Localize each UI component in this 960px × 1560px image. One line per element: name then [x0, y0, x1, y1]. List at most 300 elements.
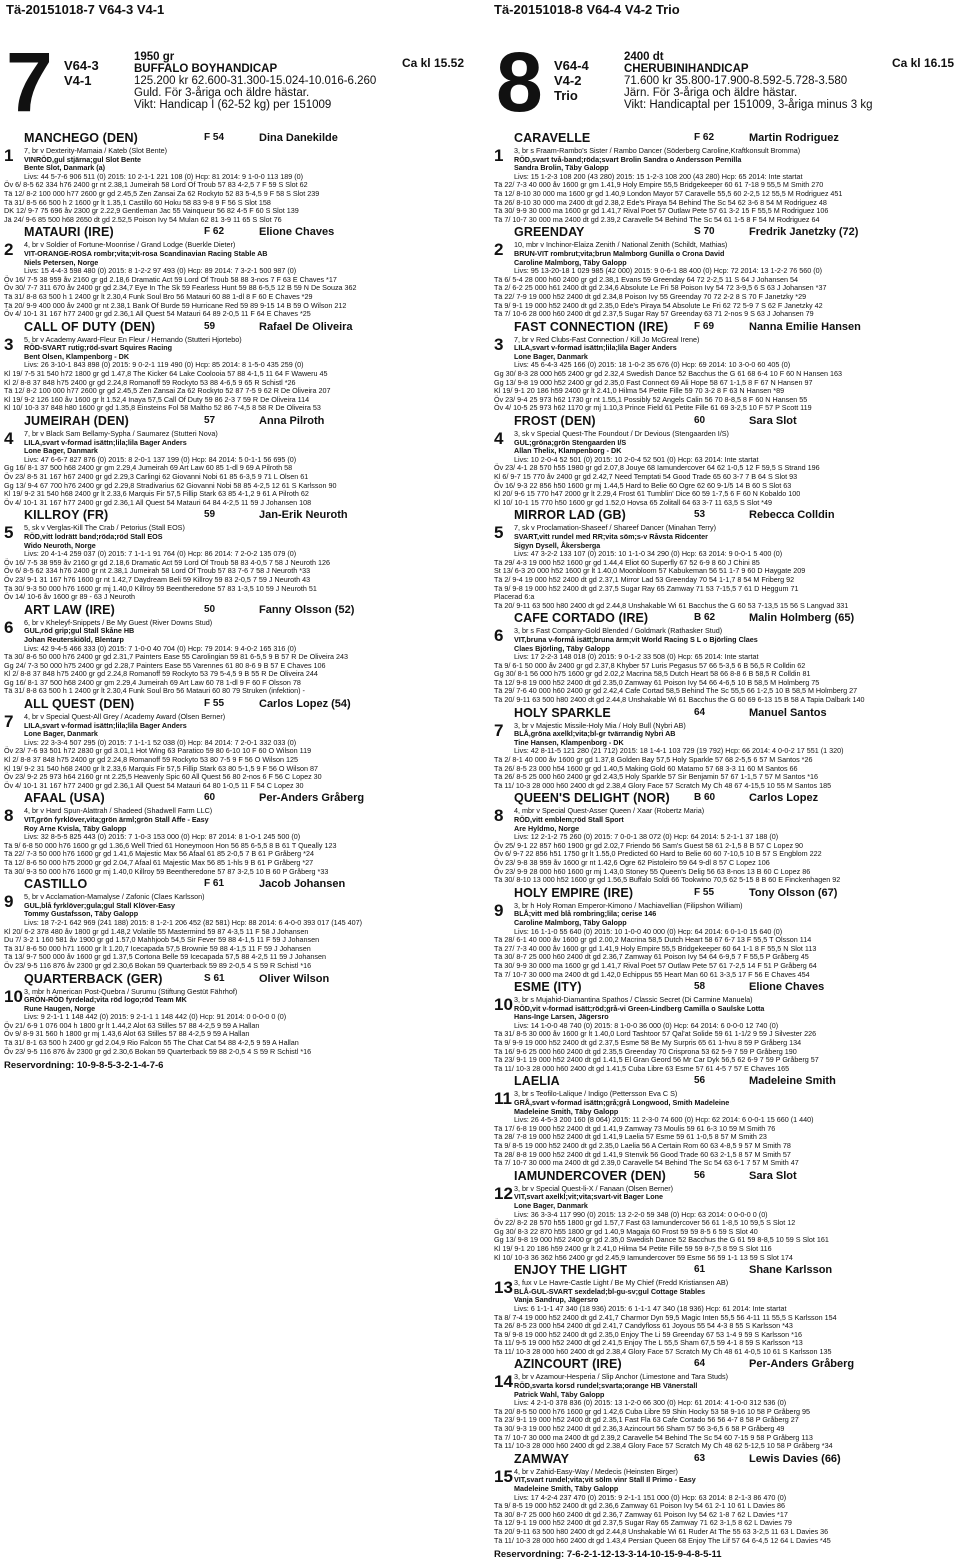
previous-start: Kl 10/ 10-1 15 770 h50 1600 gr gd 1.52,0 Hovsa 65 Zolitall 64 63 3-7 11 63,5 S Slot *49 [494, 497, 772, 507]
previous-start: Tä 7/ 10-7 30 000 ma 2400 dt gd 2.39,2 Caravelle 54 Behind The Sc 54 61 1-5 8 F 54 M Rodriguez 64 [494, 214, 820, 224]
horse-entry [494, 1168, 954, 1262]
previous-start: Gg 30/ 8-1 56 000 h75 1600 gr gd 2.02,2 Macrina 58,5 Dutch Heart 58 66 8-8 6 B 58,5 R Colldin 81 [494, 669, 811, 679]
previous-start: Tä 9/ 9-8 19 000 h52 2400 dt gd 2.37,5 Sugar Ray 65 Zamway 71 53 7-15,5 7 61 D Heggum 71 [494, 583, 799, 593]
previous-start: Öv 4/ 10-1 31 167 h77 2400 gr gd 2.36,1 All Quest 54 Matauri 64 84 4-2,5 11 59 J Johansen 108 [4, 497, 312, 507]
horse-name: QUARTERBACK (GER) [24, 971, 163, 986]
previous-start: Kl 19/ 9-1 20 186 h59 2400 gr lt 2.41,0 Hilma 54 Petite Fille 59 70 3-2 8 F 63 N Hansen *89 [494, 386, 785, 396]
pedigree: 3, br s Teofilo-Lalique / Indigo (Pettersson Eva C S) [514, 1089, 678, 1099]
start-number: 5 [494, 523, 504, 543]
owner-colors: LILA,svart v-formad isättn;lila;lila Bager Anders [24, 437, 187, 447]
previous-start: Tä 30/ 9-9 30 000 ma 1600 gr gd 1.41,7 Rival Poet 57 Outlaw Pete 57 61 7-2,5 14 F 51 P Gråberg 64 [494, 960, 817, 970]
pedigree: 4, br v Hard Spun-Alattrah / Shadeed (Shadwell Farm LLC) [24, 806, 213, 816]
previous-start: Tä 31/ 8-5 66 500 h 2 1600 gr lt 1.35,1 Castillo 60 Hoku 58 83 9-8 9 F 56 S Slot 158 [4, 197, 271, 207]
owner-colors: GUL;gröna;grön Stengaarden I/S [514, 437, 627, 447]
start-number: 10 [494, 995, 513, 1015]
previous-start: Tä 28/ 8-8 19 000 h52 2400 dt gd 1.41,9 Stenvik 56 Good Trade 60 63 2-1,5 8 57 M Smith 57 [494, 1149, 791, 1159]
horse-weight: S 70 [694, 226, 715, 238]
previous-start: Tä 12/ 9-1 19 000 h52 2400 dt gd 2.37,5 Sugar Ray 65 Zamway 71 62 3-1,5 8 62 L Davies 79 [494, 1518, 792, 1528]
jockey-name: Carlos Lopez (54) [259, 698, 351, 711]
previous-start: Tä 29/ 4-3 19 000 h52 1600 gr gd 1.44,4 Eliot 60 Superfly 67 52 6-9 8 60 J Chini 85 [494, 557, 760, 567]
horse-entry [494, 1263, 954, 1356]
previous-start: Öv 14/ 10-6 åv 1600 gr 89 - 63 J Neuroth [4, 592, 136, 602]
pedigree: 3, fux v Le Havre-Castle Light / Be My Chief (Fredd Kristiansen AB) [514, 1278, 729, 1288]
horse-weight: 60 [204, 792, 216, 804]
career-stats: Livs: 4 2-1-0 378 836 (0) 2015: 13 1-2-0 66 300 (0) Hcp: 61 2014: 4 1-0-0 312 536 (0) [514, 1398, 787, 1408]
previous-start: Tä 30/ 9-3 50 000 h76 1600 gr mj 1.40,0 Killroy 59 Beentheredone 57 83 1-3,5 10 59 J Neuroth 51 [4, 583, 317, 593]
previous-start: Tä 12/ 9-8 19 000 h52 2400 dt gd 2.35,0 Zamway 61 Poison Ivy 54 66 4-6,5 10 B 58,5 M Holmberg 75 [494, 677, 820, 687]
owner-colors: RÖD,svart två-band;röda;svart Brolin Sandra o Andersson Pernilla [514, 154, 742, 164]
horse-weight: 58 [694, 981, 706, 993]
previous-start: Gg 13/ 9-8 19 000 h52 2400 gr gd 2.35,0 Swedish Dance 52 Bacchus the G 61 59 8-8,5 10 59 S Slot 161 [494, 1235, 829, 1245]
previous-start: Öv 23/ 7-6 93 501 h72 2830 gr gd 3.01,1 Hot Wing 63 Paratico 59 80 6-10 10 F 60 O Wilson 119 [4, 746, 312, 756]
career-stats: Livs: 15 4-4-3 598 480 (0) 2015: 8 1-2-2 97 493 (0) Hcp: 89 2014: 7 3-2-1 500 987 (0) [24, 266, 297, 276]
horse-weight: 56 [694, 1169, 706, 1181]
previous-start: Tä 9/ 8-5 19 000 h52 2400 dt gd 2.36,6 Zamway 61 Poison Ivy 54 61 2-1 10 61 L Davies 86 [494, 1501, 786, 1511]
horse-title-row [4, 319, 464, 336]
previous-start: Öv 4/ 10-1 31 167 h77 2400 gr gd 2.36,1 All Quest 54 Matauri 64 80 1-0,5 11 F 54 C Lopez 30 [4, 780, 304, 790]
career-stats: Livs: 6 1-1-1 47 340 (18 936) 2015: 6 1-1-1 47 340 (18 936) Hcp: 61 2014: Inte startat [514, 1303, 787, 1313]
previous-start: Tä 9/ 9-1 19 000 h52 2400 dt gd 2.35,0 Ede's Piraya 54 Absolute Le Fri 62 72 5-9 7 S 62 F Janetzky 42 [494, 300, 823, 310]
previous-start: Tä 13/ 9-7 500 000 åv 1600 gr gd 1.37,5 Cortona Belle 59 Icecapada 57,5 88 4-2,5 11 59 J Johansen [4, 952, 326, 962]
previous-start: Öv 9/ 8-9 31 560 h 1800 gr mj 1.43,6 Alot 63 Stilles 57 88 4-2,5 9 59 A Hallan [4, 1029, 250, 1039]
pedigree: 5, br v Acclamation-Mamalyse / Zafonic (Claes Karlsson) [24, 892, 205, 902]
trainer: Johan Reuterskiöld, Blentarp [24, 634, 124, 644]
race-info-line: 1950 gr [134, 51, 175, 63]
owner-colors: VIT,bruna v-formå isätt;bruna ärm;vit World Racing S L o Björling Claes [514, 634, 758, 644]
start-number: 2 [4, 240, 14, 260]
owner-colors: VIT-ORANGE-ROSA rombr;vita;vit-rosa Scandinavian Racing Stable AB [24, 248, 268, 258]
race-info-line: CHERUBINIHANDICAP [624, 63, 749, 75]
previous-start: Tä 17/ 6-8 19 000 h52 2400 dt gd 1.41,9 Zamway 73 Moulis 59 61 6-3 10 59 M Smith 76 [494, 1123, 776, 1133]
horse-title-row [4, 131, 464, 147]
reserve-order: Reservordning: 10-9-8-5-3-2-1-4-7-6 [4, 1060, 164, 1072]
previous-start: Kl 2/ 8-8 37 848 h75 2400 gr gd 2.24,8 Romanoff 59 Rockyto 53 88 4-6,5 9 65 R Schistl *26 [4, 377, 296, 387]
previous-start: Gg 16/ 8-1 37 500 h68 2400 gr gm 2.29,4 Jumeirah 69 Art Law 60 85 1-dl 9 69 A Pilroth 58 [4, 463, 293, 473]
career-stats: Livs: 26 3-10-1 843 898 (0) 2015: 9 0-2-1 119 490 (0) Hcp: 85 2014: 8 1-5-0 435 259 (0) [24, 360, 304, 370]
trainer: Patrick Wahl, Täby Galopp [514, 1389, 605, 1399]
jockey-name: Elione Chaves [749, 981, 825, 994]
horse-entry [4, 225, 464, 319]
previous-start: Tä 30/ 9-9 30 000 ma 1600 gr gd 1.41,7 Rival Poet 57 Outlaw Pete 57 61 3-2 15 F 55,5 M Rodriguez 106 [494, 206, 829, 216]
horse-name: CARAVELLE [514, 131, 591, 145]
horse-title-row [4, 971, 464, 988]
horse-title-row [4, 225, 464, 241]
previous-start: Tä 20/ 9-11 63 500 h80 2400 dt gd 2.44,8 Unshakable Wi 61 Bacchus the G 60 53 7-13,5 15 56 S Langvad 331 [494, 600, 849, 610]
horse-name: QUEEN'S DELIGHT (NOR) [514, 791, 670, 806]
previous-start: Tä 23/ 9-1 19 000 h52 2400 dt gd 2.35,1 Fast Fla 63 Cafe Cortado 56 56 4-7 8 58 P Gråberg 27 [494, 1415, 799, 1425]
horse-name: ENJOY THE LIGHT [514, 1263, 628, 1278]
pedigree: 7, br v Black Sam Bellamy-Sypha / Saumarez (Stutteri Nova) [24, 429, 218, 439]
jockey-name: Jan-Erik Neuroth [259, 509, 348, 522]
horse-title-row [494, 885, 954, 902]
race-number: 7 [6, 35, 53, 129]
race-info-line: BUFFALO BOYHANDICAP [134, 63, 278, 75]
pedigree: 3, br h Holy Roman Emperor-Kimono / Machiavellian (Filipshon William) [514, 900, 743, 910]
horse-name: MATAURI (IRE) [24, 225, 114, 240]
previous-start: Du 7/ 3-2 1 160 581 åv 1900 gr gd 1.57,0 Mahhjoob 54,5 Sir Fever 59 88 4-1,5 11 F 59 J Johansen [4, 935, 320, 945]
previous-start: Öv 16/ 9-3 22 856 h50 1600 gr mj 1.44,5 Hard to Belie 60 Ogre 62 60 9-1/5 14 B 60 S Slot 63 [494, 480, 792, 490]
previous-start: Gg 30/ 8-3 22 870 h55 1800 gr gd 1.40,9 Magaja 60 Frost 59 59 8-5 6 59 S Slot 40 [494, 1226, 758, 1236]
previous-start: Kl 19/ 9-2 31 540 h68 2400 gr lt 2.33,6 Marquis Fir 57,5 Fillip Stark 63 80 5-1,5 9 F 56 O Wilson 87 [4, 763, 319, 773]
start-number: 7 [4, 712, 14, 732]
career-stats: Livs: 18 7-2-1 642 969 (241 188) 2015: 8 1-2-1 206 452 (82 581) Hcp: 88 2014: 6 4-0-0 393 017 (145 407) [24, 917, 363, 927]
owner-colors: GUL,blå fyrklöver;gula;gul Stall Klöver-Easy [24, 900, 175, 910]
start-number: 12 [494, 1183, 513, 1203]
start-number: 8 [494, 806, 504, 826]
jockey-name: Nanna Emilie Hansen [749, 320, 861, 333]
previous-start: Öv 6/ 9-7 22 856 h51 1750 gr lt 1.55,0 Predicted 60 Hard to Belie 60 60 7-10,5 10 B 57 S Engblom 222 [494, 849, 822, 859]
previous-start: Tä 28/ 7-8 19 000 h52 2400 dt gd 1.41,9 Laelia 57 Esme 59 61 1-0,5 8 57 M Smith 23 [494, 1132, 767, 1142]
previous-start: Tä 30/ 8-7 25 000 h60 2400 dt gd 2.36,7 Zamway 61 Poison Ivy 54 62 1-8 7 62 L Davies *17 [494, 1509, 788, 1519]
horse-name: IAMUNDERCOVER (DEN) [514, 1168, 666, 1183]
previous-start: Tä 2/ 8-1 40 000 åv 1600 gr gd 1.37,8 Golden Bay 57,5 Holy Sparkle 57 68 2-5,5 6 57 M Santos *26 [494, 755, 813, 765]
trainer: Tine Hansen, Klampenborg - DK [514, 737, 624, 747]
owner-colors: GRÖN-RÖD fyrdelad;vita röd logo;röd Team MK [24, 995, 187, 1005]
previous-start: Tä 20/ 8-5 50 000 h76 1600 gr gd 1.42,6 Cuba Libre 59 Shin Hocky 53 58 9-16 10 58 P Gråberg 95 [494, 1406, 810, 1416]
horse-entry [4, 319, 464, 413]
start-number: 2 [494, 240, 504, 260]
career-stats: Livs: 36 3-3-4 117 990 (0) 2015: 13 2-2-0 59 348 (0) Hcp: 63 2014: 0 0-0-0 0 (0) [514, 1209, 768, 1219]
jockey-name: Martin Rodriguez [749, 132, 839, 144]
horse-weight: F 62 [694, 132, 715, 143]
race-column-left [4, 34, 464, 1454]
trainer: Rune Haugen, Norge [24, 1003, 96, 1013]
horse-title-row [494, 1168, 954, 1185]
career-stats: Livs: 45 6-4-3 425 166 (0) 2015: 18 1-0-2 35 676 (0) Hcp: 69 2014: 10 3-0-0 60 405 (0) [514, 360, 791, 370]
horse-name: AFAAL (USA) [24, 791, 105, 806]
horse-entry [4, 508, 464, 602]
previous-start: Kl 19/ 9-2 126 160 åv 1600 gr lt 1.52,4 Inaya 57,5 Call Of Duty 59 86 2-3 7 59 R De Oliveira 114 [4, 394, 310, 404]
previous-start: Tä 9/ 8-5 19 000 h52 2400 dt gd 2.35,0 Laelia 56 A Certain Rom 60 63 4-8,5 9 57 M Smith 78 [494, 1141, 791, 1150]
previous-start: Öv 16/ 7-5 38 959 åv 2160 gr gd 2.18,6 Dramatic Act 59 Lord Of Troub 58 88 3-nos 7 F 63 E Chaves *17 [4, 274, 337, 284]
race-game-types [554, 58, 589, 103]
owner-colors: GRÅ,svart v-formad isättn;grå;grå Longwood, Smith Madeleine [514, 1098, 730, 1108]
career-stats: Livs: 47 6-6-7 827 876 (0) 2015: 8 2-0-1 137 199 (0) Hcp: 84 2014: 5 0-1-1 56 695 (0) [24, 454, 297, 464]
previous-start: Tä 22/ 7-3 50 000 h76 1600 gr gd 1.41,6 Majestic Max 56 Afaal 61 85 2-0,5 7 B 61 P Gråberg *24 [4, 849, 314, 859]
horse-name: ESME (ITY) [514, 980, 582, 995]
career-stats: Livs: 44 5-7-6 906 511 (0) 2015: 10 2-1-1 221 108 (0) Hcp: 81 2014: 9 1-0-0 113 189 (0) [24, 171, 304, 181]
previous-start: Tä 11/ 10-3 28 000 h60 2400 dt gd 1.41,5 Cuba Libre 63 Esme 57 61 4-5 7 57 E Chaves 165 [494, 1063, 790, 1073]
pedigree: 3, mbr h American Post-Quebra / Surumu (Stiftung Gestüt Fährhof) [24, 986, 238, 996]
horse-weight: B 62 [694, 612, 716, 624]
previous-start: Kl 19/ 7-5 31 540 h72 1800 gr gd 1.47,8 The Kicker 64 Lake Coolooia 57 88 4-1,5 11 64 F Waweru 45 [4, 369, 328, 379]
horse-weight: 59 [204, 509, 216, 521]
horse-weight: 63 [694, 1452, 706, 1464]
jockey-name: Per-Anders Gråberg [259, 792, 365, 805]
race-header [494, 34, 954, 134]
previous-start: Kl 2/ 8-8 37 848 h75 2400 gr gd 2.24,8 Romanoff 59 Rockyto 53 80 7-5 9 F 56 O Wilson 125 [4, 755, 298, 765]
previous-start: Gg 30/ 8-3 28 000 h65 2400 gr gd 2.32,4 Swedish Dance 52 Bacchus the G 61 68 6-4 10 F 60 N Hansen 163 [494, 369, 843, 379]
pedigree: 7, br v Dexterity-Mamaia / Kateb (Slot Bente) [24, 146, 168, 155]
horse-weight: 56 [694, 1075, 706, 1087]
owner-colors: BLÅ;vitt med blå rombring;lila; cerise 146 [514, 909, 657, 919]
horse-entry [494, 1074, 954, 1168]
career-stats: Livs: 42 8-11-5 121 280 (21 712) 2015: 18 1-4-1 103 729 (19 792) Hcp: 66 2014: 4 0-0-2 17 551 (1 320) [514, 746, 844, 756]
horse-title-row [494, 225, 954, 241]
previous-start: Tä 26/ 8-10 30 000 ma 2400 dt gd 2.38,2 Ede's Piraya 54 Behind The Sc 54 62 3-6 8 54 M Rodriguez 48 [494, 197, 827, 207]
horse-name: LAELIA [514, 1074, 560, 1089]
race-info-line: Vikt: Handicaptal per 151009, 3-åriga minus 3 kg [624, 99, 873, 111]
previous-start: DK 12/ 9-7 75 696 åv 2300 gr 2.22,9 Gentleman Jac 55 Vainqueur 56 82 4-5 F 60 S Slot 139 [4, 206, 299, 216]
previous-start: Gg 16/ 8-1 37 500 h68 2400 gr gm 2.29,4 Jumeirah 69 Art Law 60 78 1-dl 9 F 60 F Olsson 78 [4, 677, 301, 687]
horse-entry [494, 414, 954, 507]
start-number: 10 [4, 986, 23, 1006]
start-number: 7 [494, 720, 504, 740]
horse-name: CASTILLO [24, 877, 88, 892]
previous-start: Tä 9/ 9-8 19 000 h52 2400 dt gd 2.35,0 Enjoy The Li 59 Greenday 67 53 1-4 9 59 S Karlsson *16 [494, 1329, 802, 1339]
horse-title-row [494, 1263, 954, 1279]
pedigree: 7, br v Red Clubs-Fast Connection / Kill Jo McGreal Irene) [514, 334, 700, 344]
horse-name: CAFE CORTADO (IRE) [514, 611, 649, 626]
horse-entry [494, 611, 954, 705]
owner-colors: VIT,svart axelkl;vit;vita;svart-vit Bager Lone [514, 1192, 663, 1202]
trainer: Lone Bager, Danmark [24, 446, 98, 456]
previous-start: Tä 7/ 10-7 30 000 ma 2400 dt gd 2.39,2 Caravelle 54 Behind The Sc 54 60 7-15 9 58 P Gråberg 113 [494, 1432, 813, 1442]
horse-name: GREENDAY [514, 225, 585, 240]
page-header-left: Tä-20151018-7 V64-3 V4-1 [6, 2, 165, 17]
previous-start: Öv 16/ 7-5 38 959 åv 2160 gr gd 2.18,6 Dramatic Act 59 Lord Of Troub 58 83 4-0,5 7 58 J Neuroth 126 [4, 557, 331, 567]
previous-start: Tä 20/ 9-11 63 500 h80 2400 dt gd 2.44,8 Unshakable Wi 61 Ruder At The 55 63 3-2,5 11 63 L Davies 36 [494, 1526, 829, 1536]
start-number: 9 [4, 892, 14, 912]
start-number: 4 [494, 429, 504, 449]
start-number: 3 [494, 334, 504, 354]
previous-start: Tä 29/ 7-6 40 000 h60 2400 gr gd 2.42,4 Cafe Cortad 58,5 Behind The Sc 55,5 66 1-2,5 10 B 58,5 M Holmberg 27 [494, 686, 858, 696]
race-info-line: Vikt: Handicap I (62-52 kg) per 151009 [134, 99, 332, 111]
race-column-right [494, 34, 954, 1560]
owner-colors: BLÅ,gröna axelkl;vita;bl-gr tvärrandig Nybri AB [514, 729, 676, 739]
horse-title-row [494, 319, 954, 336]
trainer: Sandra Brolin, Täby Galopp [514, 163, 609, 173]
previous-start: Öv 21/ 6-9 1 076 004 h 1800 gr lt 1.44,2 Alot 63 Stilles 57 88 4-2,5 9 59 A Hallan [4, 1020, 260, 1030]
horse-title-row [494, 1074, 954, 1090]
horse-name: KILLROY (FR) [24, 508, 109, 523]
jockey-name: Madeleine Smith [749, 1075, 836, 1088]
jockey-name: Oliver Wilson [259, 972, 330, 985]
jockey-name: Rebecca Colldin [749, 509, 835, 522]
horse-name: ZAMWAY [514, 1451, 570, 1466]
horse-entry [4, 414, 464, 507]
pedigree: 4, br v Special Quest-All Grey / Academy Award (Olsen Berner) [24, 712, 226, 722]
start-number: 6 [494, 626, 504, 646]
previous-start: Tä 31/ 8-8 63 500 h 1 2400 gr lt 2.30,4 Funk Soul Bro 56 Matauri 60 80 79 Struken (infektion) - [4, 686, 305, 696]
previous-start: Gg 13/ 9-4 67 700 h76 2400 gr gd 2.29,8 Stradivarius 62 Giovanni Nobi 58 85 4-2,5 12 61 S Karlsson 90 [4, 480, 337, 490]
horse-entry [494, 319, 954, 413]
horse-entry [4, 697, 464, 790]
previous-start: Öv 4/ 10-5 25 973 h62 1170 gr mj 1.10,3 Prince Field 61 Petite Fille 61 69 3-2,5 10 F 57 P Scott 119 [494, 403, 812, 413]
previous-start: Kl 19/ 9-2 31 540 h68 2400 gr lt 2.33,6 Marquis Fir 57,5 Fillip Stark 63 85 4-1,2 9 61 A Pilroth 62 [4, 489, 309, 499]
jockey-name: Tony Olsson (67) [749, 886, 838, 899]
horse-name: MIRROR LAD (GB) [514, 508, 626, 523]
horse-entry [494, 225, 954, 319]
previous-start: Tä 31/ 8-8 63 500 h 1 2400 gr lt 2.30,4 Funk Soul Bro 56 Matauri 60 88 1-dl 8 F 60 E Chaves *29 [4, 291, 313, 301]
horse-title-row [494, 131, 954, 147]
previous-start: Tä 30/ 9-3 19 000 h52 2400 dt gd 2.36,3 Azincourt 56 Sham 57 56 3-6,5 6 58 P Gråberg 49 [494, 1424, 785, 1434]
race-game-types [64, 58, 99, 88]
previous-start: Öv 23/ 9-5 116 876 åv 2300 gr gd 2.30,6 Bokan 59 Quarterback 59 88 2-0,5 4 S 59 R Schistl *16 [4, 1046, 312, 1056]
horse-title-row [494, 980, 954, 996]
previous-start: Öv 30/ 7-7 311 670 åv 2400 gr gd 2.34,7 Eye In The Sk 59 Fearless Hunt 59 88 6-5,5 12 B 59 N De Souza 362 [4, 283, 357, 293]
horse-weight: 60 [694, 415, 706, 427]
career-stats: Livs: 9 2-1-1 1 148 442 (0) 2015: 9 2-1-1 1 148 442 (0) Hcp: 91 2014: 0 0-0-0 0 (0) [24, 1012, 287, 1022]
start-number: 3 [4, 334, 14, 354]
career-stats: Livs: 14 1-0-0 48 740 (0) 2015: 8 1-0-0 36 000 (0) Hcp: 64 2014: 6 0-0-0 12 740 (0) [514, 1020, 779, 1030]
previous-start: Öv 23/ 8-5 31 167 h67 2400 gr gd 2.29,3 Carlingi 62 Giovanni Nobi 61 85 6-3,5 9 71 L Olsen 61 [4, 472, 309, 481]
previous-start: Tä 9/ 9-9 19 000 h52 2400 dt gd 2.37,5 Esme 58 Be My Surpris 65 61 1-hvu 8 59 P Gråberg 134 [494, 1038, 802, 1048]
previous-start: Tä 9/ 6-8 50 000 h76 1600 gr gd 1.36,6 Well Tried 61 Honeymoon Hon 56 85 6-5,5 8 B 61 T Queally 123 [4, 840, 337, 850]
previous-start: Tä 11/ 10-3 28 000 h60 2400 dt gd 1.43,4 Persian Queen 68 Enjoy The Lif 57 64 6-4,5 12 64 L Davies *45 [494, 1535, 831, 1545]
start-number: 5 [4, 523, 14, 543]
jockey-name: Malin Holmberg (65) [749, 612, 855, 625]
pedigree: 3, br s Mujahid-Diamantina Spathos / Classic Secret (Di Carmine Manuela) [514, 995, 753, 1005]
game-type: V64-4 [554, 58, 589, 73]
previous-start: Tä 31/ 8-6 50 000 h71 1600 gr lt 1.20,7 Icecapada 57,5 Brownie 59 88 4-1,5 11 F 59 J Johansen [4, 943, 311, 953]
owner-colors: RÖD,vitt emblem;röd Stall Sport [514, 815, 624, 824]
owner-colors: GUL,röd grip;gul Stall Skåne HB [24, 626, 135, 636]
jockey-name: Lewis Davies (66) [749, 1452, 841, 1465]
horse-title-row [494, 791, 954, 807]
horse-name: JUMEIRAH (DEN) [24, 414, 129, 429]
horse-entry [4, 877, 464, 970]
horse-entry [4, 602, 464, 696]
jockey-name: Per-Anders Gråberg [749, 1358, 855, 1371]
start-number: 11 [494, 1089, 512, 1109]
previous-start: Tä 16/ 9-6 25 000 h60 2400 dt gd 2.35,5 Greenday 70 Crisprona 53 62 5-9 7 59 P Gråberg 190 [494, 1046, 797, 1056]
horse-entry [494, 131, 954, 224]
trainer: Hans-Inge Larsen, Jägersro [514, 1012, 609, 1022]
jockey-name: Manuel Santos [749, 706, 827, 719]
horse-weight: 50 [204, 603, 216, 615]
previous-start: Tä 9/ 6-1 50 000 åv 2400 gr gd 2.37,8 Khyber 57 Luris Pegasus 57 66 5-3,5 6 B 56,5 R Colldin 62 [494, 660, 806, 670]
jockey-name: Shane Karlsson [749, 1264, 833, 1277]
previous-start: Tä 12/ 8-2 100 000 h77 2600 gr gd 2.45,5 Zen Zansai Za 62 Rockyto 52 87 7-5 9 62 R De Oliveira 207 [4, 386, 331, 396]
pedigree: 3, br s Fraam-Rambo's Sister / Rambo Dancer (Söderberg Caroline,Kraftkonsult Bromma) [514, 146, 801, 155]
horse-entry [4, 131, 464, 224]
horse-title-row [494, 414, 954, 430]
previous-start: Tä 7/ 10-6 28 000 h60 2400 dt gd 2.37,5 Sugar Ray 57 Greenday 63 71 2-nos 9 S 63 J Johansen 79 [494, 309, 814, 319]
jockey-name: Fredrik Janetzky (72) [749, 226, 859, 239]
horse-title-row [4, 508, 464, 524]
race-info [134, 51, 376, 111]
trainer: Madeleine Smith, Täby Galopp [514, 1484, 619, 1493]
trainer: Tommy Gustafsson, Täby Galopp [24, 909, 139, 919]
pedigree: 4, mbr v Special Quest-Asser Queen / Xaar (Robertz Maria) [514, 806, 705, 816]
start-number: 14 [494, 1372, 513, 1392]
horse-title-row [4, 602, 464, 619]
trainer: Allan Thelix, Klampenborg - DK [514, 446, 622, 456]
page-header-right: Tä-20151018-8 V64-4 V4-2 Trio [494, 2, 680, 17]
owner-colors: BRUN-VIT rombrut;vita;brun Malmborg Gunilla o Crona David [514, 248, 725, 258]
previous-start: Öv 23/ 9-4 25 973 h62 1730 gr nt 1.55,1 Possibly 52 Angels Calin 56 70 8-8,5 8 F 60 N Hansen 55 [494, 394, 808, 404]
previous-start: Tä 12/ 8-2 100 000 h77 2600 gr gd 2.45,5 Zen Zansai Za 62 Rockyto 52 83 5-4,5 9 F 58 S Slot 239 [4, 188, 320, 198]
previous-start: Tä 6/ 5-4 28 000 h60 2400 gr gd 2.38,1 Evans 59 Greenday 64 72 2-2,5 11 S 64 J Johansen 54 [494, 274, 798, 284]
horse-title-row [4, 877, 464, 893]
horse-title-row [4, 791, 464, 807]
career-stats: Livs: 20 4-1-4 259 037 (0) 2015: 7 1-1-1 91 764 (0) Hcp: 86 2014: 7 2-0-2 135 079 (0) [24, 549, 297, 559]
pedigree: 4, br v Soldier of Fortune-Moonrise / Grand Lodge (Buerkle Dieter) [24, 240, 236, 250]
owner-colors: VINRÖD,gul stjärna;gul Slot Bente [24, 154, 142, 164]
horse-name: HOLY EMPIRE (IRE) [514, 885, 634, 900]
pedigree: 5, sk v Verglas-Kill The Crab / Petorius (Stall EOS) [24, 523, 185, 533]
horse-weight: 64 [694, 706, 706, 718]
previous-start: Kl 2/ 8-8 37 848 h75 2400 gr gd 2.24,8 Romanoff 59 Rockyto 53 79 5-4,5 9 B 55 R De Oliveira 244 [4, 669, 318, 679]
previous-start: Tä 30/ 9-3 50 000 h76 1600 gr mj 1.40,0 Killroy 59 Beentheredone 57 87 3-2,5 10 B 60 P Gråberg *33 [4, 866, 329, 876]
horse-name: ALL QUEST (DEN) [24, 697, 135, 712]
horse-entry [494, 791, 954, 885]
horse-weight: F 55 [694, 886, 715, 898]
pedigree: 6, br v Kheleyf-Snippets / Be My Guest (River Downs Stud) [24, 617, 213, 627]
horse-weight: B 60 [694, 792, 716, 804]
owner-colors: SVART,vitt rundel med RR;vita söm;s-v Råvsta Ridcenter [514, 531, 708, 541]
owner-colors: VIT,grön fyrklöver,vita;grön ärml;grön Stall Affe - Easy [24, 815, 209, 824]
previous-start: Öv 23/ 9-8 38 959 åv 1600 gr nt 1.42,6 Ogre 62 Pistoleiro 59 64 9-dl 8 57 C Lopez 106 [494, 857, 770, 867]
career-stats: Livs: 22 3-3-4 507 295 (0) 2015: 7 1-1-1 52 038 (0) Hcp: 84 2014: 7 2-0-1 332 033 (0) [24, 737, 297, 747]
previous-start: Tä 11/ 9-5 19 000 h52 2400 dt gd 2.41,5 Enjoy The L 55,5 Sham 67,5 59 4-1 8 59 S Karlsson *13 [494, 1338, 803, 1348]
race-start-time: Ca kl 15.52 [401, 56, 464, 70]
previous-start: Placerad 6:a [494, 592, 535, 602]
horse-name: HOLY SPARKLE [514, 705, 611, 720]
previous-start: Tä 22/ 7-3 40 000 åv 1600 gr gm 1.41,9 Holy Empire 55,5 Bridgekeeper 60 61 7-18 9 55,5 M Smith 270 [494, 180, 824, 190]
horse-entry [494, 508, 954, 610]
previous-start: Tä 20/ 9-11 63 500 h80 2400 dt gd 2.44,8 Unshakable Wi 61 Bacchus the G 60 69 6-13 15 B 58 A Tapia Dalbark 140 [494, 695, 865, 705]
career-stats: Livs: 10 2-0-4 52 501 (0) 2015: 10 2-0-4 52 501 (0) Hcp: 63 2014: Inte startat [514, 454, 759, 464]
race-start-time: Ca kl 16.15 [891, 56, 954, 70]
career-stats: Livs: 15 1-2-3 108 200 (43 280) 2015: 15 1-2-3 108 200 (43 280) Hcp: 65 2014: Inte startat [514, 171, 803, 181]
race-info-line: 125.200 kr 62.600-31.300-15.024-10.016-6.260 [134, 75, 377, 87]
previous-start: Tä 26/ 8-5 23 000 h54 2400 dt gd 2.41,7 Candyfloss 61 Joyous 55 54 4-3 8 55 S Karlsson *43 [494, 1321, 793, 1331]
previous-start: Tä 2/ 9-4 19 000 h52 2400 dt gd 2.37,1 Mirror Lad 53 Greenday 70 54 1-1,7 8 54 M Friberg 92 [494, 574, 795, 584]
reserve-order: Reservordning: 7-6-2-1-12-13-3-14-10-15-9-4-8-5-11 [494, 1549, 722, 1560]
previous-start: Kl 6/ 9-7 15 770 åv 2400 gr gd 2.42,7 Need Temptati 54 Good Trade 65 60 3-7 7 B 64 S Slot 93 [494, 472, 798, 481]
previous-start: Tä 26/ 8-5 23 000 h54 1600 gr gd 1.40,5 Making Gold 60 Matamo 57 68 3-3 11 60 M Santos 66 [494, 763, 798, 773]
trainer: Vanja Sandrup, Jägersro [514, 1295, 599, 1305]
horse-entry [494, 1451, 954, 1545]
previous-start: Kl 19/ 9-1 20 186 h59 2400 gr lt 2.41,0 Hilma 54 Petite Fille 59 59 8-7,5 8 59 S Slot 116 [494, 1243, 772, 1253]
pedigree: 3, br v Special Quest-li-X / Fanaan (Olsen Berner) [514, 1183, 673, 1193]
owner-colors: RÖD-SVART rutig;röd-svart Squires Racing [24, 343, 173, 353]
previous-start: Tä 23/ 9-1 19 000 h52 2400 dt gd 1.41,5 El Gran Geord 56 Mr Car Dyk 56,5 62 6-9 7 59 P Gråberg 57 [494, 1055, 819, 1065]
owner-colors: LILA,svart v-formad isättn;lila;lila Bager Anders [514, 343, 677, 353]
start-number: 6 [4, 617, 14, 637]
race-header [4, 34, 464, 134]
horse-entry [494, 1357, 954, 1451]
trainer: Are Hyldmo, Norge [514, 823, 580, 833]
horse-name: MANCHEGO (DEN) [24, 131, 138, 145]
horse-entry [4, 791, 464, 876]
previous-start: Tä 31/ 8-1 63 500 h 2400 gr gd 2.04,9 Rio Falcon 55 The Chat Cat 54 88 4-2,5 9 59 A Hallan [4, 1038, 299, 1048]
previous-start: Jä 24/ 9-6 85 500 h68 2650 dt gd 2.52,5 Poison Ivy 54 Mulan 62 81 3-9 11 65 S Slot 76 [4, 214, 282, 224]
jockey-name: Sara Slot [749, 1169, 797, 1182]
trainer: Lone Bager, Danmark [24, 729, 98, 739]
pedigree: 4, br v Zahid-Easy-Way / Medecis (Heinsten Birger) [514, 1466, 678, 1476]
horse-entry [494, 885, 954, 979]
owner-colors: RÖD,vitt lodrätt band;röda;röd Stall EOS [24, 531, 163, 541]
previous-start: Öv 23/ 9-1 31 167 h76 1600 gr nt 1.42,7 Daydream Beli 59 Killroy 59 83 2-0,5 7 59 J Neuroth 43 [4, 574, 311, 584]
jockey-name: Fanny Olsson (52) [259, 603, 355, 616]
horse-weight: S 61 [204, 972, 225, 984]
pedigree: 5, br v Academy Award-Fleur En Fleur / Hernando (Stutteri Hjortebo) [24, 334, 242, 344]
pedigree: 3, br s Fast Company-Gold Blended / Goldmark (Rathasker Stud) [514, 626, 723, 636]
previous-start: Tä 7/ 10-7 30 000 ma 2400 dt gd 2.39,0 Caravelle 54 Behind The Sc 54 63 6-1 7 57 M Smith 47 [494, 1158, 799, 1168]
game-type: V64-3 [64, 58, 99, 73]
career-stats: Livs: 17 4-2-4 237 470 (0) 2015: 9 2-1-1 151 000 (0) Hcp: 63 2014: 8 2-1-3 86 470 (0) [514, 1492, 787, 1502]
previous-start: Kl 10/ 10-3 36 362 h56 2400 gr gd 2.45,9 Iamundercover 59 Esme 56 59 1-1 13 59 S Slot 174 [494, 1252, 793, 1262]
trainer: Claes Björling, Täby Galopp [514, 643, 610, 653]
previous-start: Tä 11/ 10-3 28 000 h60 2400 dt gd 2.38,4 Glory Face 57 Scratch My Ch 48 62 5-12,5 10 58 P Gråberg *34 [494, 1441, 833, 1451]
trainer: Niels Petersen, Norge [24, 257, 99, 267]
horse-name: FROST (DEN) [514, 414, 596, 429]
previous-start: Tä 7/ 10-7 30 000 ma 2400 dt gd 1.42,0 Echippus 55 Heart Man 60 61 3-3,5 17 F 56 E Chaves 454 [494, 969, 810, 979]
career-stats: Livs: 42 9-4-5 466 333 (0) 2015: 7 1-0-0 40 704 (0) Hcp: 79 2014: 9 4-0-2 165 316 (0) [24, 643, 297, 653]
